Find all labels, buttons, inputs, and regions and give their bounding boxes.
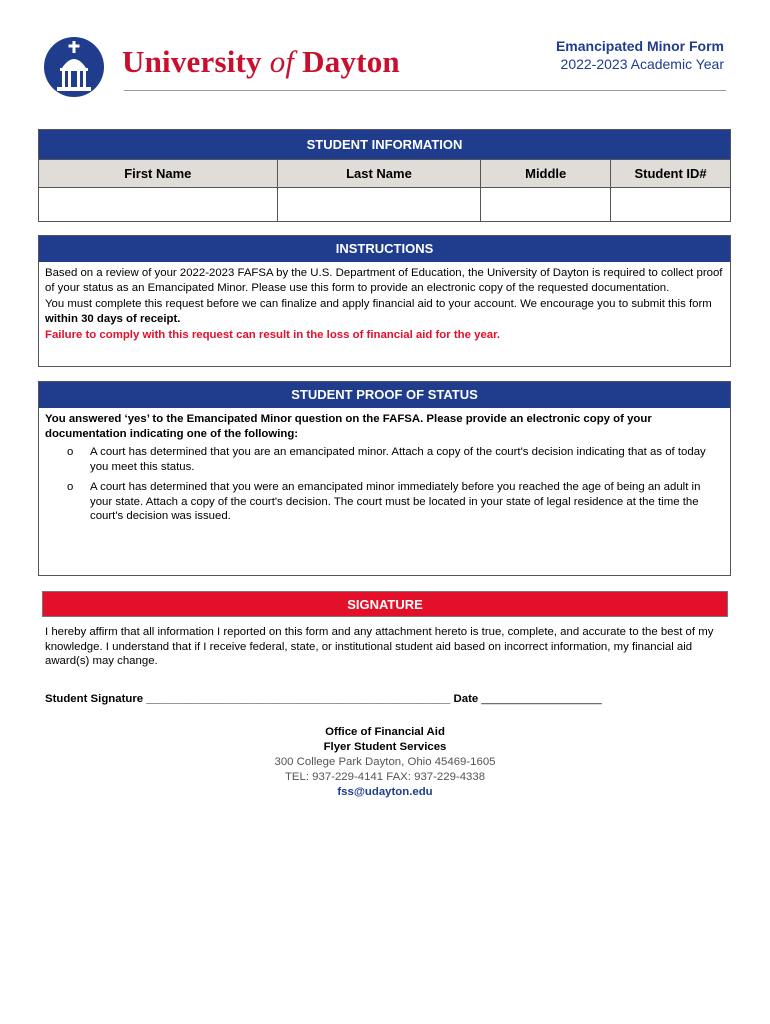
instructions-paragraph: Based on a review of your 2022-2023 FAFSA by the U.S. Department of Education, the University of Dayton is required to collect proof of your status as an Emancipated Minor. Please use this form to provide an electronic copy of the requested documentation. xyxy=(45,267,723,294)
student-id-header: Student ID# xyxy=(611,160,731,188)
signature-heading: SIGNATURE xyxy=(42,591,728,617)
academic-year: 2022-2023 Academic Year xyxy=(560,56,724,72)
university-seal-icon xyxy=(43,36,105,98)
proof-options-list xyxy=(45,445,724,524)
student-id-field[interactable] xyxy=(611,188,731,222)
signature-label: Student Signature xyxy=(45,693,144,705)
form-title-block xyxy=(556,37,724,73)
middle-header: Middle xyxy=(481,160,611,188)
bullet-marker: o xyxy=(67,446,74,458)
middle-field[interactable] xyxy=(481,188,611,222)
signature-affirmation: I hereby affirm that all information I reported on this form and any attachment hereto is true, complete, and accurate to the best of my knowledge. I understand that if I receive federal, state, or institutional student aid based on incorrect information, my financial aid award(s) may change. xyxy=(45,626,714,667)
instructions-section xyxy=(38,235,731,367)
bullet-marker: o xyxy=(67,481,74,493)
proof-of-status-heading: STUDENT PROOF OF STATUS xyxy=(39,382,730,408)
office-address: 300 College Park Dayton, Ohio 45469-1605 xyxy=(274,756,496,768)
last-name-field[interactable] xyxy=(277,188,481,222)
proof-of-status-section xyxy=(38,381,731,576)
signature-line-row xyxy=(45,693,728,705)
date-label: Date xyxy=(453,693,479,705)
office-name: Office of Financial Aid xyxy=(325,726,445,738)
page-header xyxy=(0,0,770,100)
list-item: o A court has determined that you were an emancipated minor immediately before you reached the age of being an adult in your state. Attach a copy of the court's decision. The court must be located in your state of legal residence at the time the court's decision was issued. xyxy=(67,481,701,522)
date-field[interactable]: ___________________ xyxy=(481,693,602,705)
footer-contact xyxy=(0,725,770,800)
list-item: o A court has determined that you are an emancipated minor. Attach a copy of the court's decision indicating that as of today you meet this status. xyxy=(67,446,706,473)
instructions-deadline-paragraph: You must complete this request before we can finalize and apply financial aid to your account. We encourage you to submit this form within 30 days of receipt. xyxy=(45,298,712,325)
first-name-header: First Name xyxy=(39,160,278,188)
proof-intro: You answered ‘yes’ to the Emancipated Minor question on the FAFSA. Please provide an electronic copy of your documentation indicating one of the following: xyxy=(45,413,652,440)
office-phone: TEL: 937-229-4141 FAX: 937-229-4338 xyxy=(284,771,486,783)
form-title: Emancipated Minor Form xyxy=(555,38,724,54)
office-email-link[interactable]: fss@udayton.edu xyxy=(337,786,433,798)
last-name-header: Last Name xyxy=(277,160,481,188)
signature-field[interactable]: ________________________________________________ xyxy=(146,693,451,705)
header-divider xyxy=(124,90,726,91)
instructions-heading: INSTRUCTIONS xyxy=(39,236,730,262)
first-name-field[interactable] xyxy=(39,188,278,222)
student-information-heading: STUDENT INFORMATION xyxy=(39,130,731,160)
instructions-warning: Failure to comply with this request can result in the loss of financial aid for the year. xyxy=(45,329,501,341)
services-name: Flyer Student Services xyxy=(323,741,447,753)
university-wordmark: University of Dayton xyxy=(122,44,400,79)
student-information-table xyxy=(38,129,731,222)
